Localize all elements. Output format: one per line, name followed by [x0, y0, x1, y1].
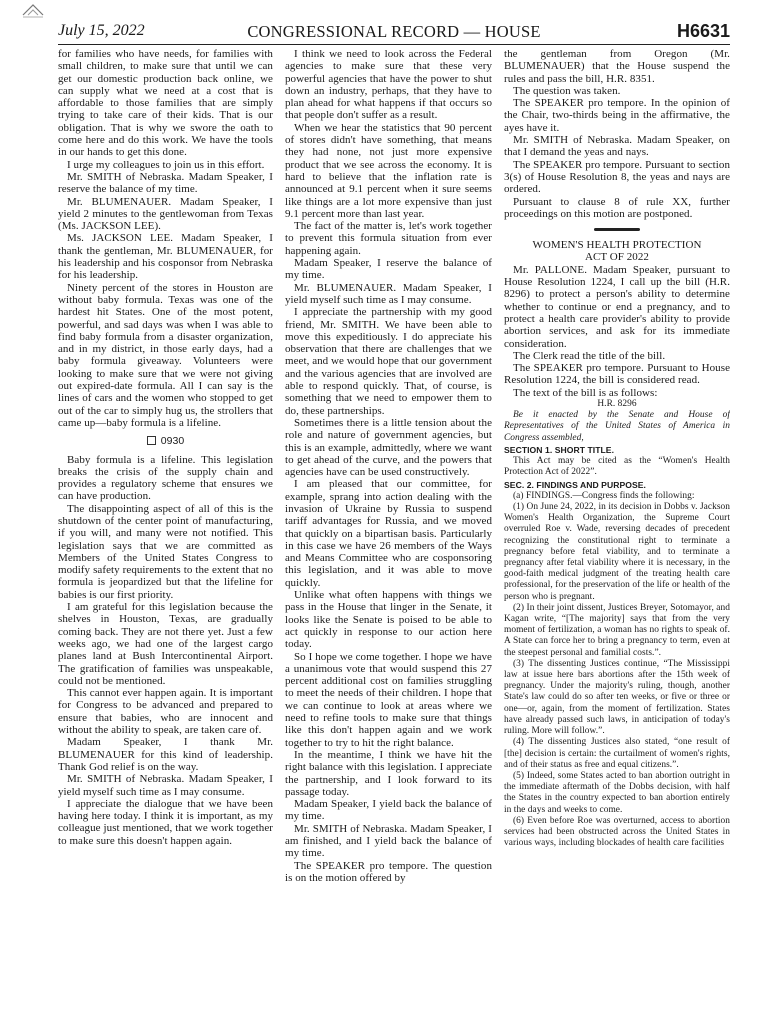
section-heading: SECTION 1. SHORT TITLE. [504, 444, 615, 455]
time-stamp [58, 435, 273, 447]
paragraph: (2) In their joint dissent, Justices Breyer, Sotomayor, and Kagan write, “[The majority] says that from the very moment of fertilization, a woman has no rights to speak of. A State can force her to bring a pregnancy to term, even at the steepest personal and familial costs.”. [504, 602, 730, 658]
paragraph: The fact of the matter is, let's work together to prevent this formula situation from ever happening again. [285, 220, 492, 257]
paragraph: Madam Speaker, I yield back the balance of my time. [285, 798, 492, 823]
paragraph: The disappointing aspect of all of this is the shutdown of the center point of manufacturing, if you will, and many were not notified. This legislation says that we are committed as Members of the United States Congress to modify safety requirements to the extent that no formula is jeopardized but that the lifeline for babies is our first priority. [58, 502, 273, 601]
paragraph: (4) The dissenting Justices also stated, “one result of [the] decision is certain: the curtailment of women's rights, and of their status as free and equal citizens.”. [504, 737, 730, 770]
enacting-clause: Be it enacted by the Senate and House of Representatives of the United States of America in Congress assembled, [504, 410, 730, 443]
section-heading: SEC. 2. FINDINGS AND PURPOSE. [504, 479, 646, 490]
paragraph: Mr. BLUMENAUER. Madam Speaker, I yield 2 minutes to the gentlewoman from Texas (Ms. JACKSON LEE). [58, 195, 273, 233]
paragraph: I think we need to look across the Federal agencies to make sure that these very powerful agencies that have the power to shut down an industry, perhaps, that they have to plan ahead for what happens if that occurs so that people don't suffer as a result. [285, 48, 492, 122]
paragraph: The SPEAKER pro tempore. In the opinion of the Chair, two-thirds being in the affirmative, the ayes have it. [504, 97, 730, 134]
paragraph: The Clerk read the title of the bill. [513, 349, 666, 362]
section-divider [594, 228, 640, 231]
paragraph: for families who have needs, for families with small children, to make sure that until we can get our domestic production back online, we can supply what we need at a cost that is affordable to those families that are simply trying to take care of their kids. That is our obligation. That is why we swore the oath to come here and do this work. We have the tools in our hands to get this done. [58, 48, 273, 159]
paragraph: the gentleman from Oregon (Mr. BLUMENAUER) that the House suspend the rules and pass the bill, H.R. 8351. [504, 48, 730, 85]
paragraph: Mr. SMITH of Nebraska. Madam Speaker, I reserve the balance of my time. [58, 170, 273, 196]
paragraph: (1) On June 24, 2022, in its decision in Dobbs v. Jackson Women's Health Organization, the Supreme Court overruled Roe v. Wade, reversing decades of precedent recognizing the constitutional right to terminate a pregnancy before fetal viability, and to terminate a pregnancy after fetal viability where it is necessary, in the good-faith medical judgment of the treating health care professional, for the preservation of the life or health of the person who is pregnant. [504, 502, 730, 602]
paragraph: This cannot ever happen again. It is important for Congress to be advanced and prepared to ensure that babies, who are innocent and without the ability to speak, are taken care of. [58, 687, 273, 737]
paragraph: Mr. BLUMENAUER. Madam Speaker, I yield myself such time as I may consume. [285, 281, 492, 306]
paragraph: (6) Even before Roe was overturned, access to abortion services had been obstructed across the United States in various ways, including blockades of health care facilities [504, 815, 730, 849]
paragraph: (a) FINDINGS.—Congress finds the following: [513, 490, 695, 501]
paragraph: I appreciate the partnership with my good friend, Mr. SMITH. We have been able to move this expeditiously. I do appreciate his observation that there are challenges that we meet, and we would hope that our government and the various agencies that are involved are able to respond quickly. That, of course, is something that we need to empower them to do, these partnerships. [285, 306, 492, 417]
paragraph: The question was taken. [513, 84, 621, 97]
gpo-logo-icon [20, 2, 46, 20]
paragraph: Sometimes there is a little tension about the role and nature of government agencies, but this is an example, admittedly, where we want to get ahead of the curve, and the powers that agencies have can be used constructively. [285, 416, 492, 479]
text-column-3 [504, 48, 730, 1018]
paragraph: (3) The dissenting Justices continue, “The Mississippi law at issue here bars abortions after the 15th week of pregnancy. Under the majority's ruling, though, another State's law could do so after ten weeks, or five or three or one—or, again, from the moment of fertilization. States have already passed such laws, in anticipation of today's ruling. More will follow.”. [504, 658, 730, 737]
paragraph: The SPEAKER pro tempore. Pursuant to section 3(s) of House Resolution 8, the yeas and nays are ordered. [504, 158, 730, 196]
paragraph: Pursuant to clause 8 of rule XX, further proceedings on this motion are postponed. [504, 195, 730, 220]
paragraph: I appreciate the dialogue that we have been having here today. I think it is important, as my colleague just mentioned, that we work together to make sure this doesn't happen again. [58, 797, 273, 847]
checkbox-icon [147, 436, 156, 445]
text-column-1 [58, 48, 273, 1018]
time-stamp-text: 0930 [160, 435, 185, 448]
paragraph: I am grateful for this legislation because the shelves in Houston, Texas, are gradually coming back. They are not there yet. Just a few weeks ago, we had one of the largest cargo planes land at Bush Intercontinental Airport. The gratification of families was unspeakable, could not be mentioned. [58, 601, 273, 687]
paragraph: (5) Indeed, some States acted to ban abortion outright in the immediate aftermath of the Dobbs decision, with half the States in the country expected to ban abortion entirely in the days and weeks to come. [504, 770, 730, 815]
paragraph: Mr. SMITH of Nebraska. Madam Speaker, I yield myself such time as I may consume. [58, 773, 273, 798]
paragraph: In the meantime, I think we have hit the right balance with this legislation. I appreciate the partnership, and I look forward to its passage today. [285, 748, 492, 798]
section-title: WOMEN'S HEALTH PROTECTION [532, 239, 702, 252]
page-header [58, 22, 730, 45]
paragraph: This Act may be cited as the “Women's Health Protection Act of 2022”. [504, 456, 730, 478]
paragraph: Ms. JACKSON LEE. Madam Speaker, I thank the gentleman, Mr. BLUMENAUER, for his leadership and his cosponsor from Nebraska for his leadership. [58, 232, 273, 282]
paragraph: The text of the bill is as follows: [513, 386, 658, 399]
paragraph: Mr. PALLONE. Madam Speaker, pursuant to House Resolution 1224, I call up the bill (H.R. 8296) to protect a person's ability to determine whether to continue or end a pregnancy, and to protect a health care provider's ability to provide abortion services, and ask for its immediate consideration. [504, 263, 730, 350]
paragraph: Mr. SMITH of Nebraska. Madam Speaker, on that I demand the yeas and nays. [504, 134, 730, 159]
paragraph: Ninety percent of the stores in Houston are without baby formula. Texas was one of the hardest hit States. One of the most potent, powerful, and sad days was when I was able to find baby formula from a disaster organization, and in my district, in those early days, had a baby formula giveaway. Volunteers were looking to make sure that we were not giving out expired-date formula. All I can say is the lines of cars and the women who stopped to get out of the car to simply hug us, the strollers that came up—baby formula is a lifeline. [58, 281, 273, 429]
page-number: H6631 [676, 21, 730, 41]
paragraph: Madam Speaker, I thank Mr. BLUMENAUER for this kind of leadership. Thank God relief is on the way. [58, 736, 273, 773]
paragraph: When we hear the statistics that 90 percent of stores didn't have something, that means they had none, not just more expensive product that we see across the economy. It is hard to believe that the inflation rate is announced at 9.1 percent when it sure seems like things are a lot more expensive than just 9.1 percent more than last year. [285, 121, 492, 220]
text-column-2 [285, 48, 492, 1018]
paragraph: Madam Speaker, I reserve the balance of my time. [285, 257, 492, 282]
section-subtitle: ACT OF 2022 [585, 251, 649, 264]
paragraph: The SPEAKER pro tempore. Pursuant to House Resolution 1224, the bill is considered read. [504, 362, 730, 387]
paragraph: Unlike what often happens with things we pass in the House that linger in the Senate, it looks like the Senate is poised to be able to act quickly in response to our action here today. [285, 589, 492, 651]
bill-number: H.R. 8296 [597, 399, 637, 410]
page-title: CONGRESSIONAL RECORD — HOUSE [247, 22, 541, 41]
paragraph: The SPEAKER pro tempore. The question is on the motion offered by [285, 859, 492, 884]
paragraph: Baby formula is a lifeline. This legislation breaks the crisis of the supply chain and provides a regulatory scheme that ensures we can have production. [58, 453, 273, 503]
paragraph: I am pleased that our committee, for example, sprang into action dealing with the invasion of Ukraine by Russia to suspend tariff advantages for Russia, and we moved that quickly on a bipartisan basis. Particularly in this case we have 26 members of the Ways and Means Committee who are cosponsoring this legislation, and it was able to move quickly. [285, 478, 492, 589]
paragraph: So I hope we come together. I hope we have a unanimous vote that would suspend this 27 percent additional cost on families struggling to meet the needs of their children. I hope that we can continue to look at areas where we need to refine tools to make sure that things like this don't happen again and we work together to try to hit the right balance. [285, 650, 492, 749]
page-date: July 15, 2022 [58, 22, 145, 39]
paragraph: Mr. SMITH of Nebraska. Madam Speaker, I am finished, and I yield back the balance of my time. [285, 822, 492, 860]
paragraph: I urge my colleagues to join us in this effort. [67, 158, 265, 171]
